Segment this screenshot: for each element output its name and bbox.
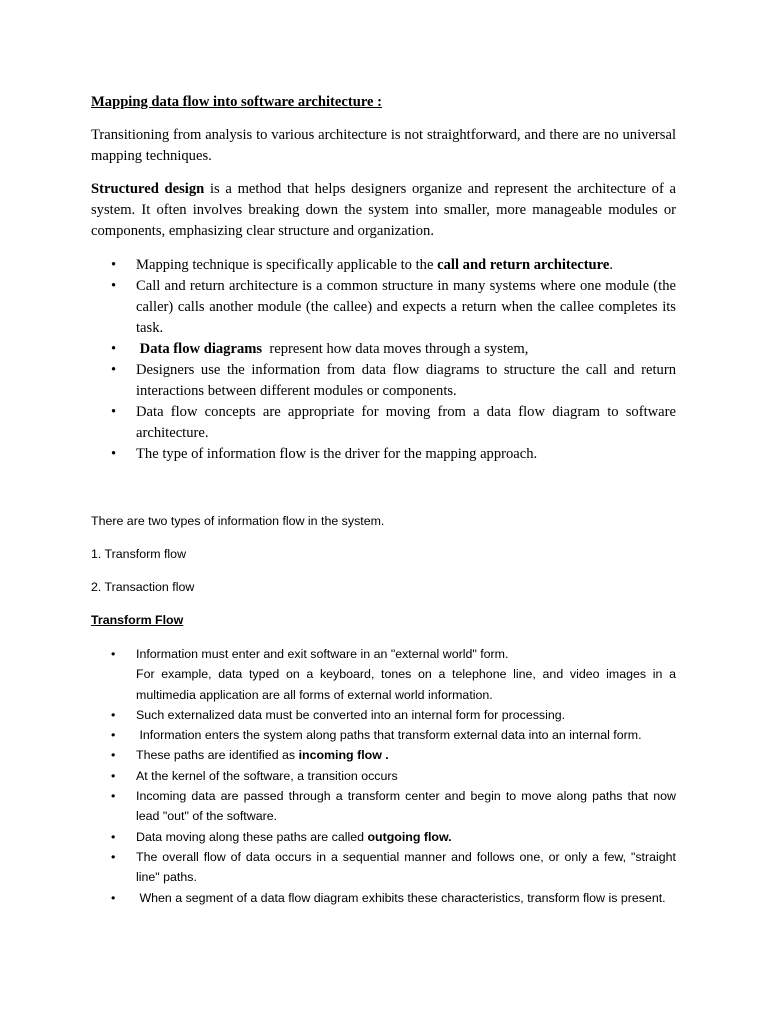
bullet-icon: • bbox=[111, 341, 117, 357]
list-item-text: Designers use the information from data flow diagrams to structure the call and return interactions between different modules or components. bbox=[136, 362, 676, 399]
bullet-icon: • bbox=[111, 829, 116, 844]
list-item-bold: incoming flow . bbox=[298, 748, 389, 763]
list-item-bold: Data flow diagrams bbox=[139, 341, 263, 357]
list-item-text: The overall flow of data occurs in a sequential manner and follows one, or only a few, "straight line" paths. bbox=[136, 849, 676, 885]
list-item bbox=[91, 360, 676, 402]
list-item bbox=[91, 745, 676, 765]
list-item bbox=[91, 255, 676, 276]
flow-type-2: 2. Transaction flow bbox=[91, 580, 195, 594]
list-item bbox=[91, 339, 676, 360]
bullet-icon: • bbox=[111, 404, 117, 420]
bullet-icon: • bbox=[111, 446, 117, 462]
section-heading: Mapping data flow into software architecture : bbox=[91, 94, 383, 110]
list-item-example: For example, data typed on a keyboard, tones on a telephone line, and video images in a multimedia application are all forms of external world information. bbox=[136, 667, 676, 702]
list-item-text: Mapping technique is specifically applicable to the bbox=[136, 257, 438, 273]
list-item-text: Data flow concepts are appropriate for moving from a data flow diagram to software architecture. bbox=[136, 404, 676, 441]
bullet-icon: • bbox=[111, 707, 116, 722]
bullet-icon: • bbox=[111, 728, 116, 743]
list-item-text: Such externalized data must be converted into an internal form for processing. bbox=[136, 707, 566, 722]
list-item bbox=[91, 827, 676, 847]
list-item-text: These paths are identified as bbox=[136, 748, 299, 763]
transform-flow-bullet-list bbox=[91, 644, 676, 908]
list-item bbox=[91, 786, 676, 827]
list-item-text: Data moving along these paths are called bbox=[136, 829, 368, 844]
list-item-text: Call and return architecture is a common structure in many systems where one module (the caller) calls another module (the callee) and expects a return when the callee completes its task. bbox=[136, 278, 676, 336]
list-item bbox=[91, 644, 676, 705]
intro-text: Transitioning from analysis to various architecture is not straightforward, and there are no universal mapping techniques. bbox=[91, 127, 676, 164]
transform-flow-heading: Transform Flow bbox=[91, 613, 184, 627]
flow-type-1: 1. Transform flow bbox=[91, 547, 187, 561]
bullet-icon: • bbox=[111, 257, 117, 273]
bullet-icon: • bbox=[111, 768, 116, 783]
list-item bbox=[91, 402, 676, 444]
bullet-icon: • bbox=[111, 278, 117, 294]
list-item-text: . bbox=[609, 257, 614, 273]
list-item bbox=[91, 847, 676, 888]
list-item-text: Incoming data are passed through a transform center and begin to move along paths that now lead "out" of the software. bbox=[136, 789, 676, 824]
list-item-text: represent how data moves through a system, bbox=[262, 341, 529, 357]
structured-design-paragraph bbox=[91, 179, 676, 242]
list-item-text: The type of information flow is the driver for the mapping approach. bbox=[136, 446, 538, 462]
list-item-text: Information must enter and exit software in an "external world" form. bbox=[136, 647, 509, 661]
list-item bbox=[91, 705, 676, 725]
bullet-icon: • bbox=[111, 890, 116, 905]
list-item-text: Information enters the system along paths that transform external data into an internal form. bbox=[136, 728, 642, 743]
bullet-icon: • bbox=[111, 789, 116, 804]
bullet-icon: • bbox=[111, 647, 116, 661]
bullet-icon: • bbox=[111, 849, 116, 864]
list-item bbox=[91, 766, 676, 786]
mapping-bullet-list bbox=[91, 255, 676, 465]
list-item-bold: call and return architecture bbox=[437, 257, 610, 273]
list-item-text: When a segment of a data flow diagram exhibits these characteristics, transform flow is present. bbox=[136, 890, 666, 905]
list-item bbox=[91, 444, 676, 465]
list-item bbox=[91, 725, 676, 745]
structured-design-term: Structured design bbox=[91, 181, 205, 197]
list-item-bold: outgoing flow. bbox=[367, 829, 452, 844]
flow-types-intro: There are two types of information flow in the system. bbox=[91, 514, 385, 528]
intro-paragraph bbox=[91, 125, 676, 167]
structured-design-text: is a method that helps designers organize and represent the architecture of a system. It often involves breaking down the system into smaller, more manageable modules or components, emphasizing clear structure and organization. bbox=[91, 181, 676, 239]
bullet-icon: • bbox=[111, 748, 116, 763]
list-item bbox=[91, 888, 676, 908]
list-item-text: At the kernel of the software, a transition occurs bbox=[136, 768, 398, 783]
list-item bbox=[91, 276, 676, 339]
bullet-icon: • bbox=[111, 362, 117, 378]
